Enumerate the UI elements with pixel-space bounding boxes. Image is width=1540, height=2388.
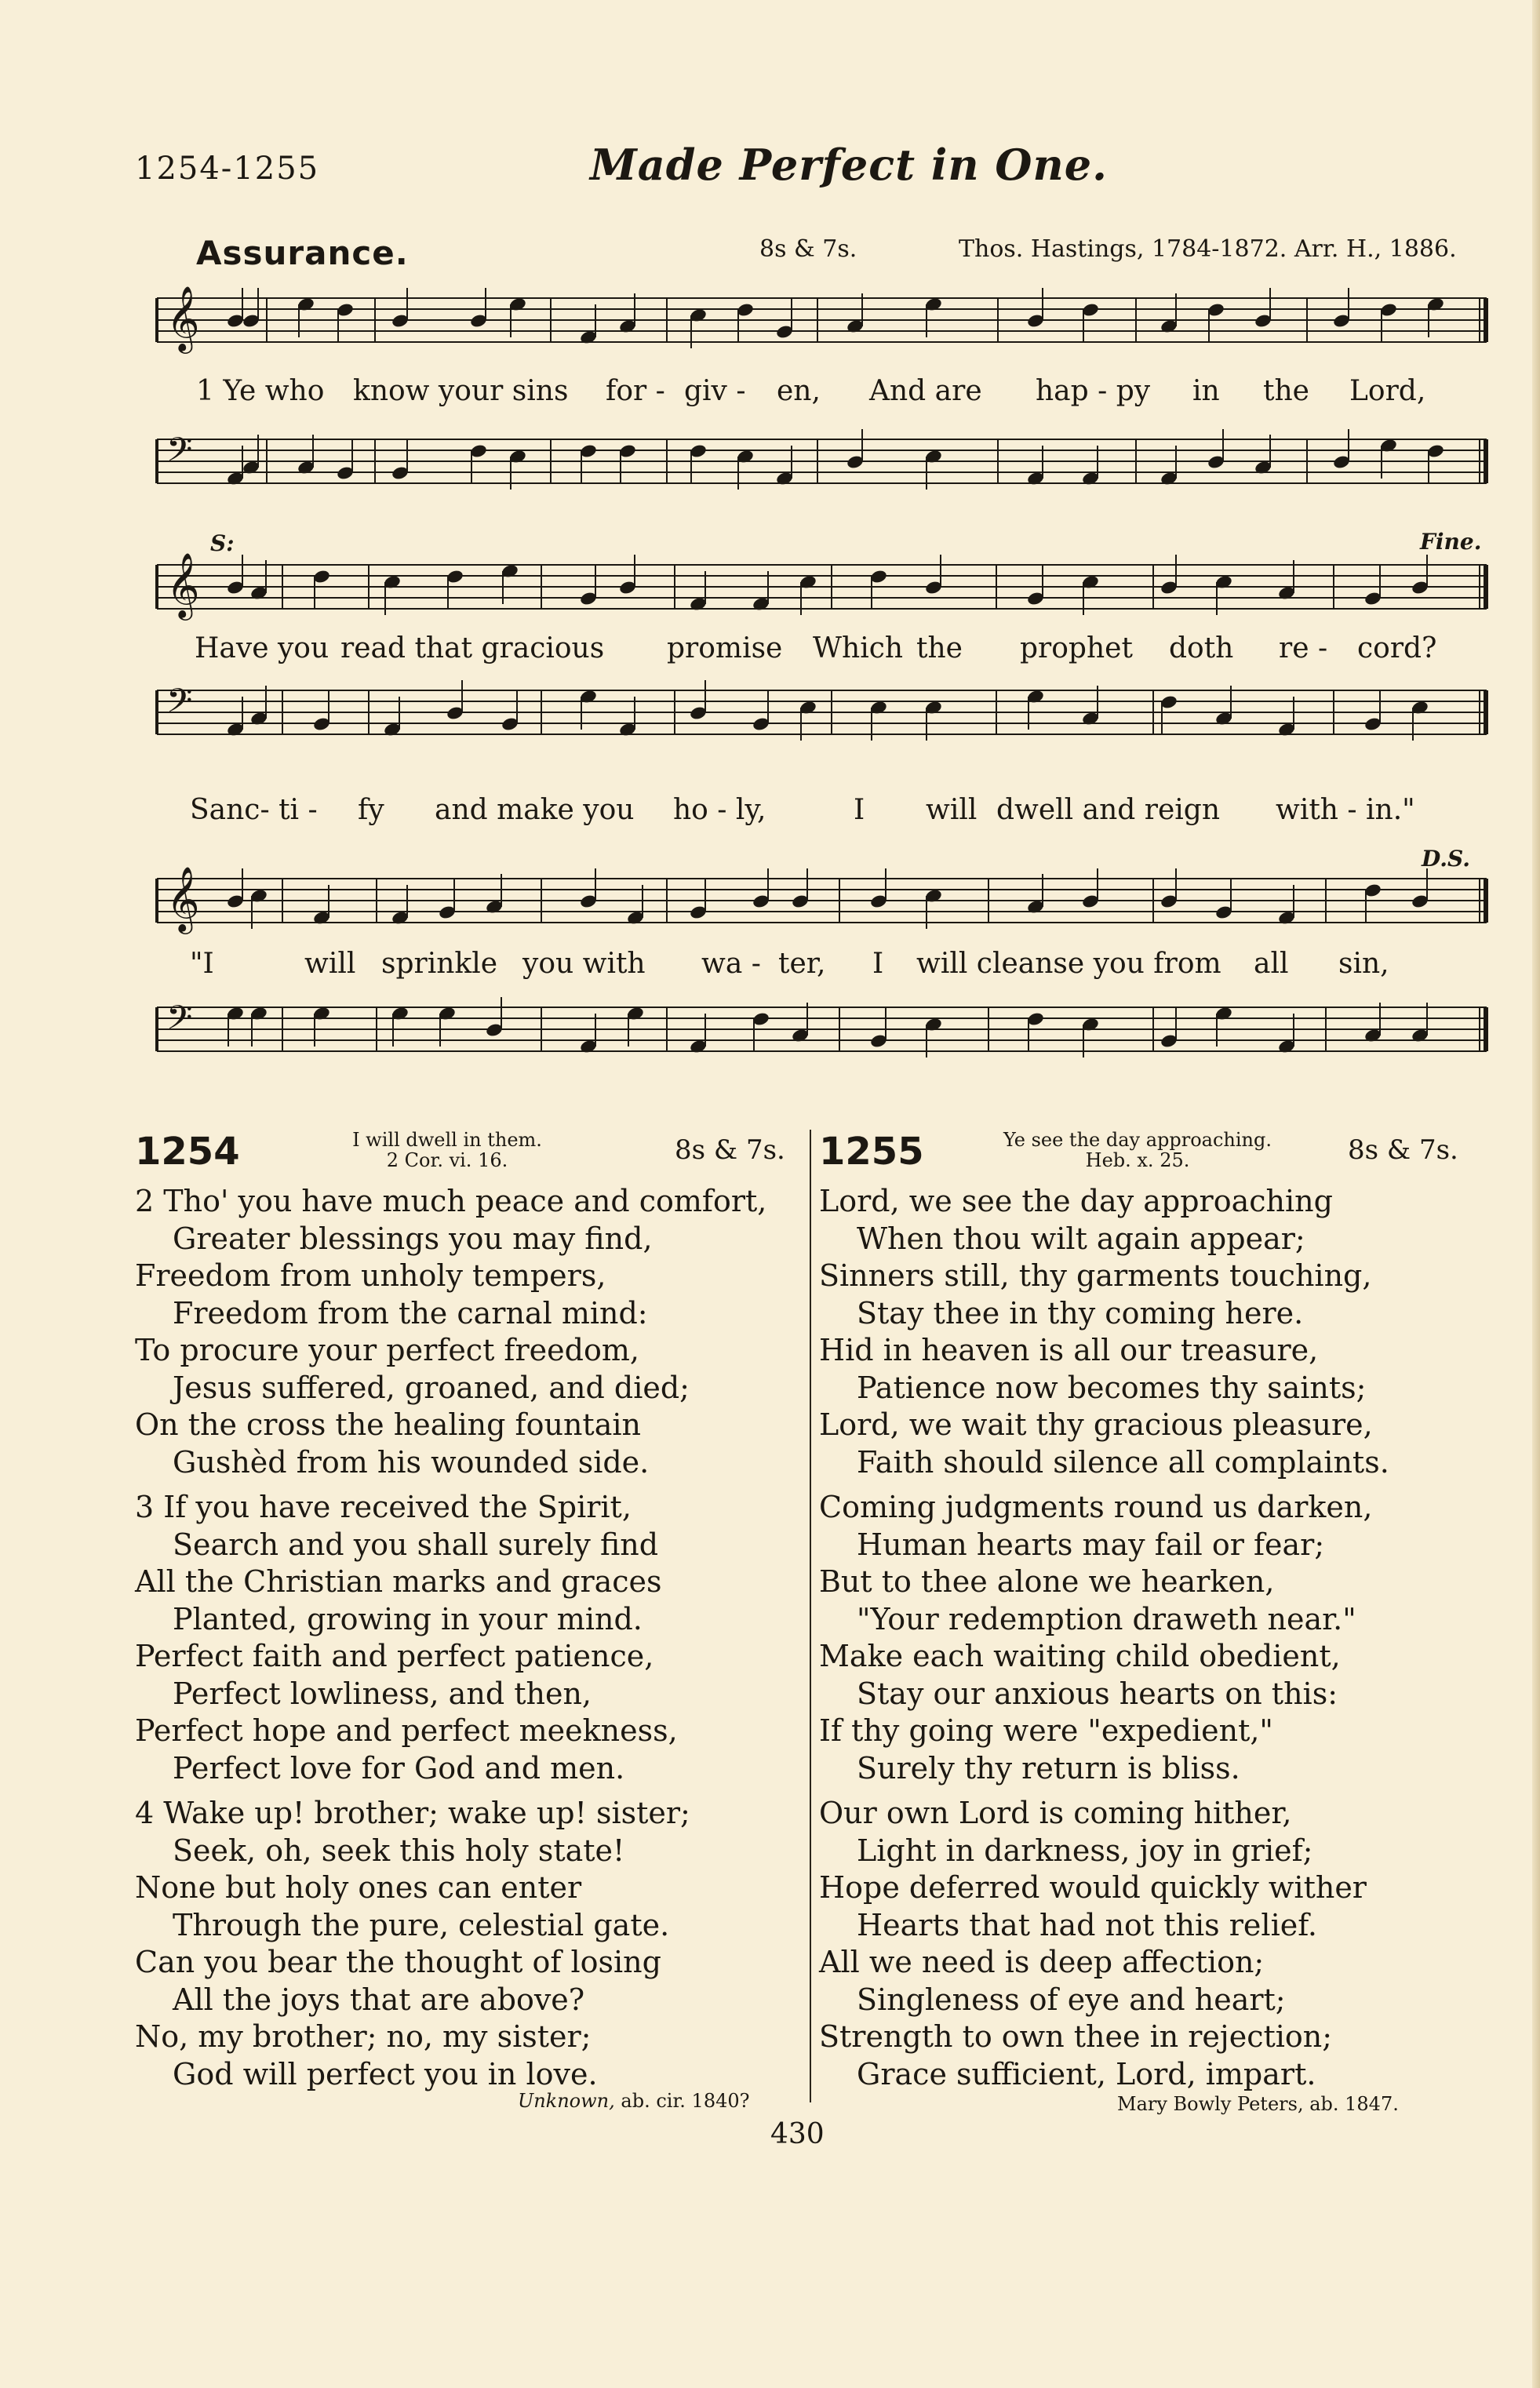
stanza-gap: [819, 1481, 1389, 1489]
lyric-syllable: you with: [522, 948, 646, 980]
verse-line: But to thee alone we hearken,: [819, 1564, 1275, 1599]
verse-line: Seek, oh, seek this holy state!: [173, 1833, 625, 1868]
system-1-lyrics: [149, 375, 1498, 410]
verse-line: "Your redemption draweth near.": [857, 1601, 1356, 1636]
verse-line: God will perfect you in love.: [173, 2056, 598, 2091]
lyric-syllable: the: [916, 632, 963, 664]
verse-line: All the Christian marks and graces: [135, 1564, 662, 1599]
system-1-bass-staff: [149, 424, 1498, 510]
verse-line: To procure your perfect freedom,: [135, 1333, 639, 1367]
verse-line: When thou wilt again appear;: [857, 1221, 1305, 1256]
lyric-syllable: will: [304, 948, 356, 980]
verse-line: None but holy ones can enter: [135, 1870, 582, 1905]
verse-line: Perfect lowliness, and then,: [173, 1676, 592, 1711]
bass-clef-icon: 𝄢: [166, 999, 193, 1046]
hymn-1255-subtitle: [965, 1130, 1310, 1170]
lyric-syllable: Lord,: [1349, 375, 1426, 407]
running-title: Made Perfect in One.: [590, 140, 1108, 190]
lyric-syllable: Have you: [195, 632, 329, 664]
verse-line: 3 If you have received the Spirit,: [135, 1490, 632, 1524]
verse-line: Hearts that had not this relief.: [857, 1907, 1317, 1942]
verse-line: If thy going were "expedient,": [819, 1713, 1273, 1748]
verse-line: Our own Lord is coming hither,: [819, 1796, 1292, 1830]
hymn-1254-subtitle: [329, 1130, 565, 1170]
verse-line: Hope deferred would quickly wither: [819, 1870, 1367, 1905]
hymn-1254-verses: [135, 1183, 766, 2093]
verse-line: Freedom from the carnal mind:: [173, 1295, 648, 1331]
lyric-syllable: read that gracious: [340, 632, 605, 664]
verse-line: Stay thee in thy coming here.: [857, 1295, 1304, 1331]
lyric-syllable: wa -: [701, 948, 761, 980]
stanza-gap: [135, 1481, 766, 1489]
lyric-syllable: promise: [667, 632, 783, 664]
system-3-treble-staff: [149, 863, 1498, 949]
lyric-syllable: will: [926, 794, 978, 826]
verse-line: Faith should silence all complaints.: [857, 1444, 1389, 1480]
verse-line: Perfect hope and perfect meekness,: [135, 1713, 678, 1748]
lyric-syllable: giv -: [684, 375, 746, 407]
verse-line: Hid in heaven is all our treasure,: [819, 1333, 1319, 1367]
treble-clef-icon: 𝄞: [166, 285, 200, 351]
system-2-lyrics: [149, 632, 1498, 667]
segno-sign: S:: [210, 530, 235, 556]
hymn-1254-scripture: 2 Cor. vi. 16.: [386, 1149, 508, 1171]
lyric-syllable: sprinkle: [381, 948, 498, 980]
lyric-syllable: will cleanse you from: [916, 948, 1221, 980]
hymn-1255-author: Mary Bowly Peters, ab. 1847.: [1117, 2093, 1399, 2115]
fine-marker: Fine.: [1420, 529, 1482, 555]
lyric-syllable: for -: [606, 375, 665, 407]
verse-line: Perfect love for God and men.: [173, 1750, 625, 1786]
verse-line: Lord, we see the day approaching: [819, 1184, 1333, 1218]
tune-name: Assurance.: [196, 234, 409, 272]
lyric-syllable: cord?: [1357, 632, 1437, 664]
verse-line: All the joys that are above?: [173, 1982, 585, 2017]
verse-line: Strength to own thee in rejection;: [819, 2019, 1333, 2054]
page-range: 1254-1255: [135, 151, 320, 187]
verse-line: Greater blessings you may find,: [173, 1221, 653, 1256]
verse-line: Perfect faith and perfect patience,: [135, 1639, 654, 1673]
treble-clef-icon: 𝄞: [166, 865, 200, 931]
verse-line: Make each waiting child obedient,: [819, 1639, 1341, 1673]
author-date: ab. cir. 1840?: [621, 2090, 750, 2112]
hymn-1255-meter: 8s & 7s.: [1348, 1134, 1458, 1166]
hymn-number-1255: 1255: [819, 1130, 924, 1174]
verse-line: Singleness of eye and heart;: [857, 1982, 1286, 2017]
lyric-syllable: ter,: [778, 948, 826, 980]
hymn-1255-subtitle-text: Ye see the day approaching.: [1003, 1129, 1272, 1151]
lyric-syllable: know your sins: [353, 375, 569, 407]
page-edge: [1532, 0, 1540, 2388]
lyric-syllable: the: [1263, 375, 1309, 407]
hymn-1254-meter: 8s & 7s.: [675, 1134, 785, 1166]
lyric-syllable: I: [854, 794, 865, 826]
lyric-syllable: all: [1254, 948, 1289, 980]
verse-line: Human hearts may fail or fear;: [857, 1527, 1325, 1562]
verse-line: No, my brother; no, my sister;: [135, 2019, 592, 2054]
system-2-bass-staff: [149, 675, 1498, 761]
verse-line: Sinners still, thy garments touching,: [819, 1258, 1372, 1293]
verse-line: Light in darkness, joy in grief;: [857, 1833, 1313, 1868]
lyric-syllable: And are: [869, 375, 982, 407]
verse-line: Stay our anxious hearts on this:: [857, 1676, 1338, 1711]
lyric-syllable: in: [1192, 375, 1220, 407]
lyric-syllable: dwell and reign: [996, 794, 1221, 826]
hymn-1254-author: [518, 2090, 750, 2112]
lyric-syllable: fy: [358, 794, 384, 826]
verse-line: On the cross the healing fountain: [135, 1407, 641, 1442]
system-1-treble-staff: [149, 282, 1498, 369]
lyric-syllable: hap - py: [1036, 375, 1151, 407]
lyric-syllable: 1 Ye who: [196, 375, 325, 407]
lyric-syllable: I: [872, 948, 884, 980]
lyric-syllable: "I: [190, 948, 214, 980]
between-lyrics: [149, 794, 1498, 828]
verse-line: Coming judgments round us darken,: [819, 1490, 1373, 1524]
verse-line: Grace sufficient, Lord, impart.: [857, 2056, 1316, 2091]
lyric-syllable: Sanc- ti -: [190, 794, 318, 826]
verse-line: Freedom from unholy tempers,: [135, 1258, 606, 1293]
lyric-syllable: Which: [813, 632, 904, 664]
stanza-gap: [135, 1787, 766, 1795]
lyric-syllable: doth: [1169, 632, 1234, 664]
page-number: 430: [770, 2118, 825, 2150]
verse-line: Lord, we wait thy gracious pleasure,: [819, 1407, 1373, 1442]
stanza-gap: [819, 1787, 1389, 1795]
lyric-syllable: with - in.": [1276, 794, 1415, 826]
author-name: Unknown,: [518, 2090, 615, 2112]
hymn-1254-subtitle-text: I will dwell in them.: [352, 1129, 542, 1151]
verse-line: All we need is deep affection;: [819, 1945, 1265, 1979]
hymn-1255-scripture: Heb. x. 25.: [1085, 1149, 1190, 1171]
verse-line: Planted, growing in your mind.: [173, 1601, 643, 1636]
lyric-syllable: and make you: [435, 794, 635, 826]
bass-clef-icon: 𝄢: [166, 682, 193, 729]
verse-line: 4 Wake up! brother; wake up! sister;: [135, 1796, 690, 1830]
lyric-syllable: ho - ly,: [673, 794, 766, 826]
bass-clef-icon: 𝄢: [166, 431, 193, 478]
tune-credit: Thos. Hastings, 1784-1872. Arr. H., 1886.: [959, 235, 1457, 263]
tune-meter: 8s & 7s.: [759, 235, 857, 263]
hymn-number-1254: 1254: [135, 1130, 240, 1174]
verse-line: Surely thy return is bliss.: [857, 1750, 1240, 1786]
system-3-bass-staff: [149, 992, 1498, 1078]
lyric-syllable: prophet: [1020, 632, 1133, 664]
hymn-1255-verses: [819, 1183, 1389, 2093]
verse-line: 2 Tho' you have much peace and comfort,: [135, 1184, 767, 1218]
treble-clef-icon: 𝄞: [166, 551, 200, 617]
verse-line: Gushèd from his wounded side.: [173, 1444, 650, 1480]
system-3-lyrics: [149, 948, 1498, 982]
verse-line: Through the pure, celestial gate.: [173, 1907, 670, 1942]
column-rule: [810, 1130, 811, 2102]
lyric-syllable: en,: [777, 375, 821, 407]
system-2-treble-staff: [149, 549, 1498, 635]
verse-line: Jesus suffered, groaned, and died;: [173, 1370, 690, 1405]
verse-line: Patience now becomes thy saints;: [857, 1370, 1367, 1405]
verse-line: Search and you shall surely find: [173, 1527, 659, 1562]
ds-marker: D.S.: [1422, 846, 1471, 872]
lyric-syllable: sin,: [1338, 948, 1389, 980]
verse-line: Can you bear the thought of losing: [135, 1945, 661, 1979]
lyric-syllable: re -: [1279, 632, 1328, 664]
